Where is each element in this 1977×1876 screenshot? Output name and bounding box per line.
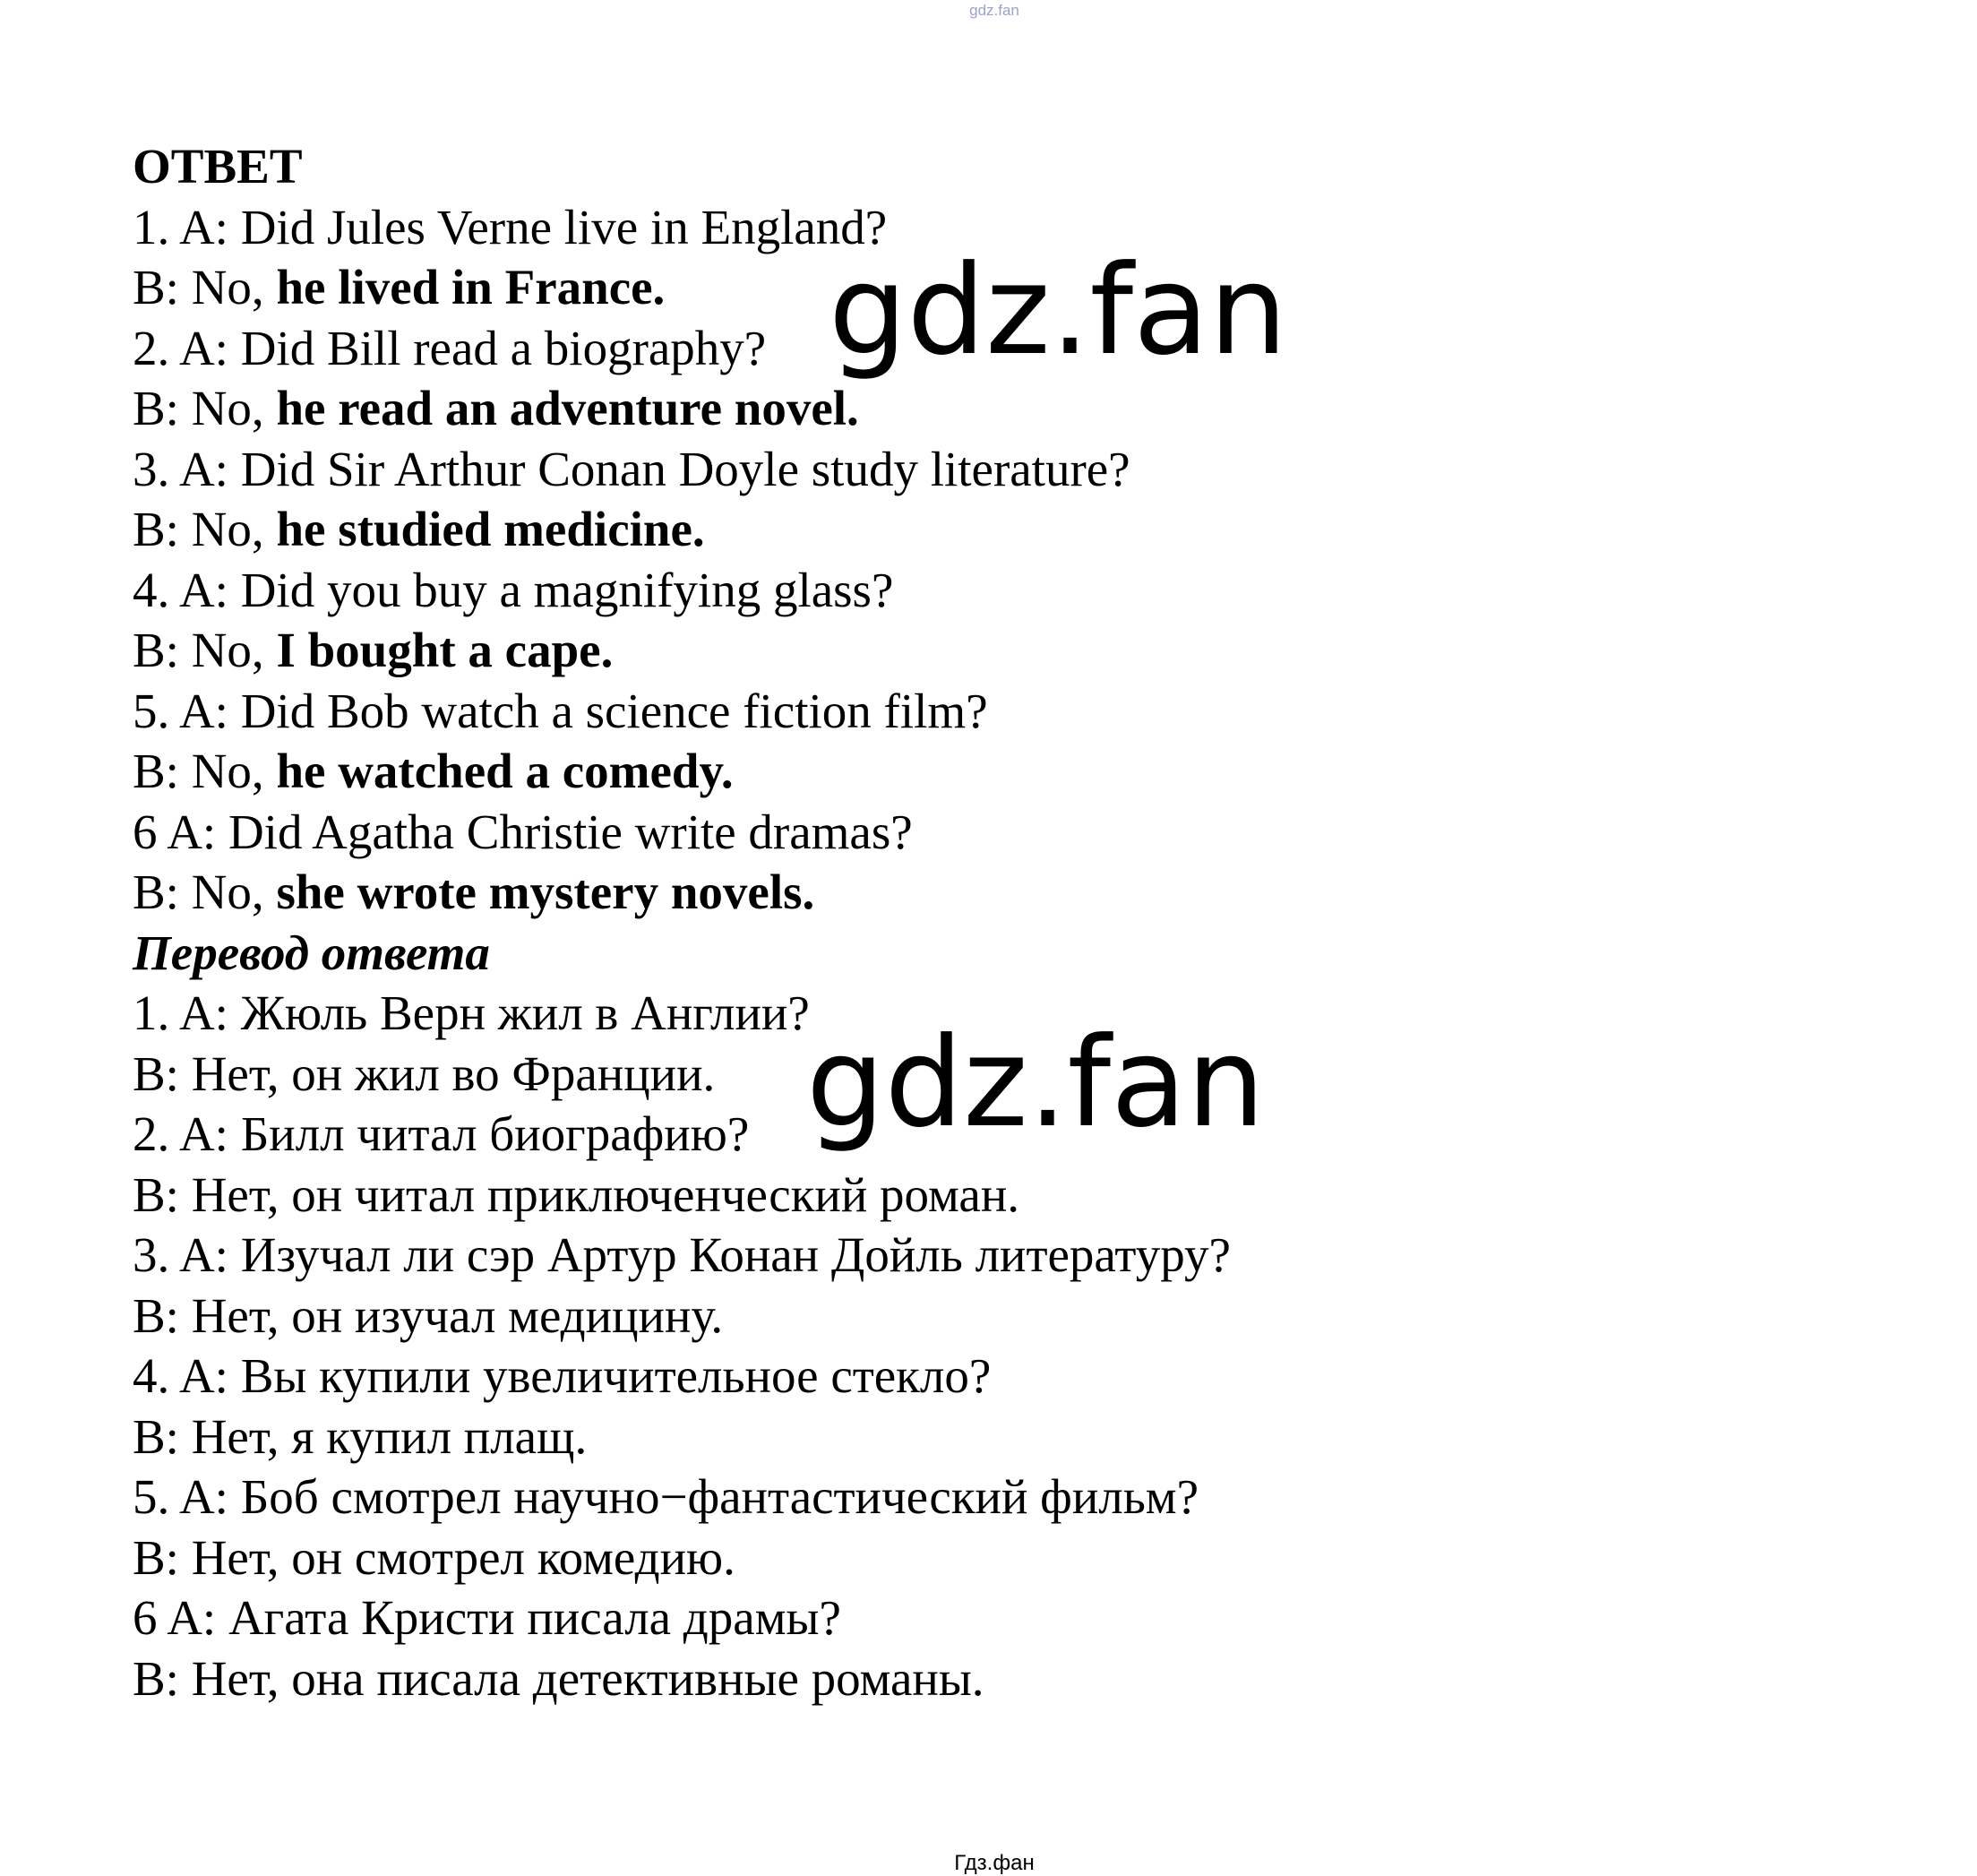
translation-question: 1. A: Жюль Верн жил в Англии? bbox=[133, 985, 810, 1040]
english-question: 1. A: Did Jules Verne live in England? bbox=[133, 199, 888, 254]
english-answer bbox=[133, 499, 1655, 560]
english-question: 2. A: Did Bill read a biography? bbox=[133, 320, 767, 375]
english-answer bbox=[133, 620, 1655, 681]
english-question: 6 A: Did Agatha Christie write dramas? bbox=[133, 804, 913, 859]
answer-bold: I bought a cape. bbox=[276, 623, 614, 677]
answer-prefix: B: No, bbox=[133, 502, 277, 556]
translation-question: 3. A: Изучал ли сэр Артур Конан Дойль литературу? bbox=[133, 1227, 1231, 1282]
english-question: 4. A: Did you buy a magnifying glass? bbox=[133, 562, 894, 617]
answer-bold: she wrote mystery novels. bbox=[276, 865, 815, 919]
answer-bold: he lived in France. bbox=[276, 260, 666, 314]
watermark-logo: gdz.fan bbox=[829, 238, 1288, 383]
translation-answer: B: Нет, он изучал медицину. bbox=[133, 1287, 724, 1343]
answer-prefix: B: No, bbox=[133, 865, 277, 919]
translation-question: 4. A: Вы купили увеличительное стекло? bbox=[133, 1348, 992, 1403]
translation-answer: B: Нет, он читал приключенческий роман. bbox=[133, 1166, 1020, 1222]
translation-answer: B: Нет, он жил во Франции. bbox=[133, 1046, 716, 1101]
answer-prefix: B: No, bbox=[133, 744, 277, 798]
english-question: 3. A: Did Sir Arthur Conan Doyle study literature? bbox=[133, 441, 1130, 496]
answer-prefix: B: No, bbox=[133, 623, 277, 677]
footer-text: Гдз.фан bbox=[954, 1851, 1035, 1875]
answer-bold: he read an adventure novel. bbox=[276, 381, 859, 435]
translation-question: 6 A: Агата Кристи писала драмы? bbox=[133, 1590, 841, 1645]
english-answer bbox=[133, 862, 1655, 923]
answer-prefix: B: No, bbox=[133, 381, 277, 435]
top-watermark-text: gdz.fan bbox=[969, 2, 1019, 19]
translation-answer: B: Нет, она писала детективные романы. bbox=[133, 1650, 984, 1706]
answer-prefix: B: No, bbox=[133, 260, 277, 314]
english-answer bbox=[133, 378, 1655, 439]
translation-answer: B: Нет, я купил плащ. bbox=[133, 1408, 588, 1464]
translation-heading: Перевод ответа bbox=[133, 925, 490, 980]
english-answer bbox=[133, 741, 1655, 802]
answer-bold: he watched a comedy. bbox=[276, 744, 734, 798]
watermark-logo: gdz.fan bbox=[806, 1011, 1266, 1155]
translation-question: 5. A: Боб смотрел научно−фантастический фильм? bbox=[133, 1469, 1199, 1524]
english-question: 5. A: Did Bob watch a science fiction film? bbox=[133, 683, 988, 738]
answer-bold: he studied medicine. bbox=[276, 502, 705, 556]
answer-heading: ОТВЕТ bbox=[133, 139, 303, 194]
translation-answer: B: Нет, он смотрел комедию. bbox=[133, 1529, 735, 1585]
translation-question: 2. A: Билл читал биографию? bbox=[133, 1106, 750, 1161]
